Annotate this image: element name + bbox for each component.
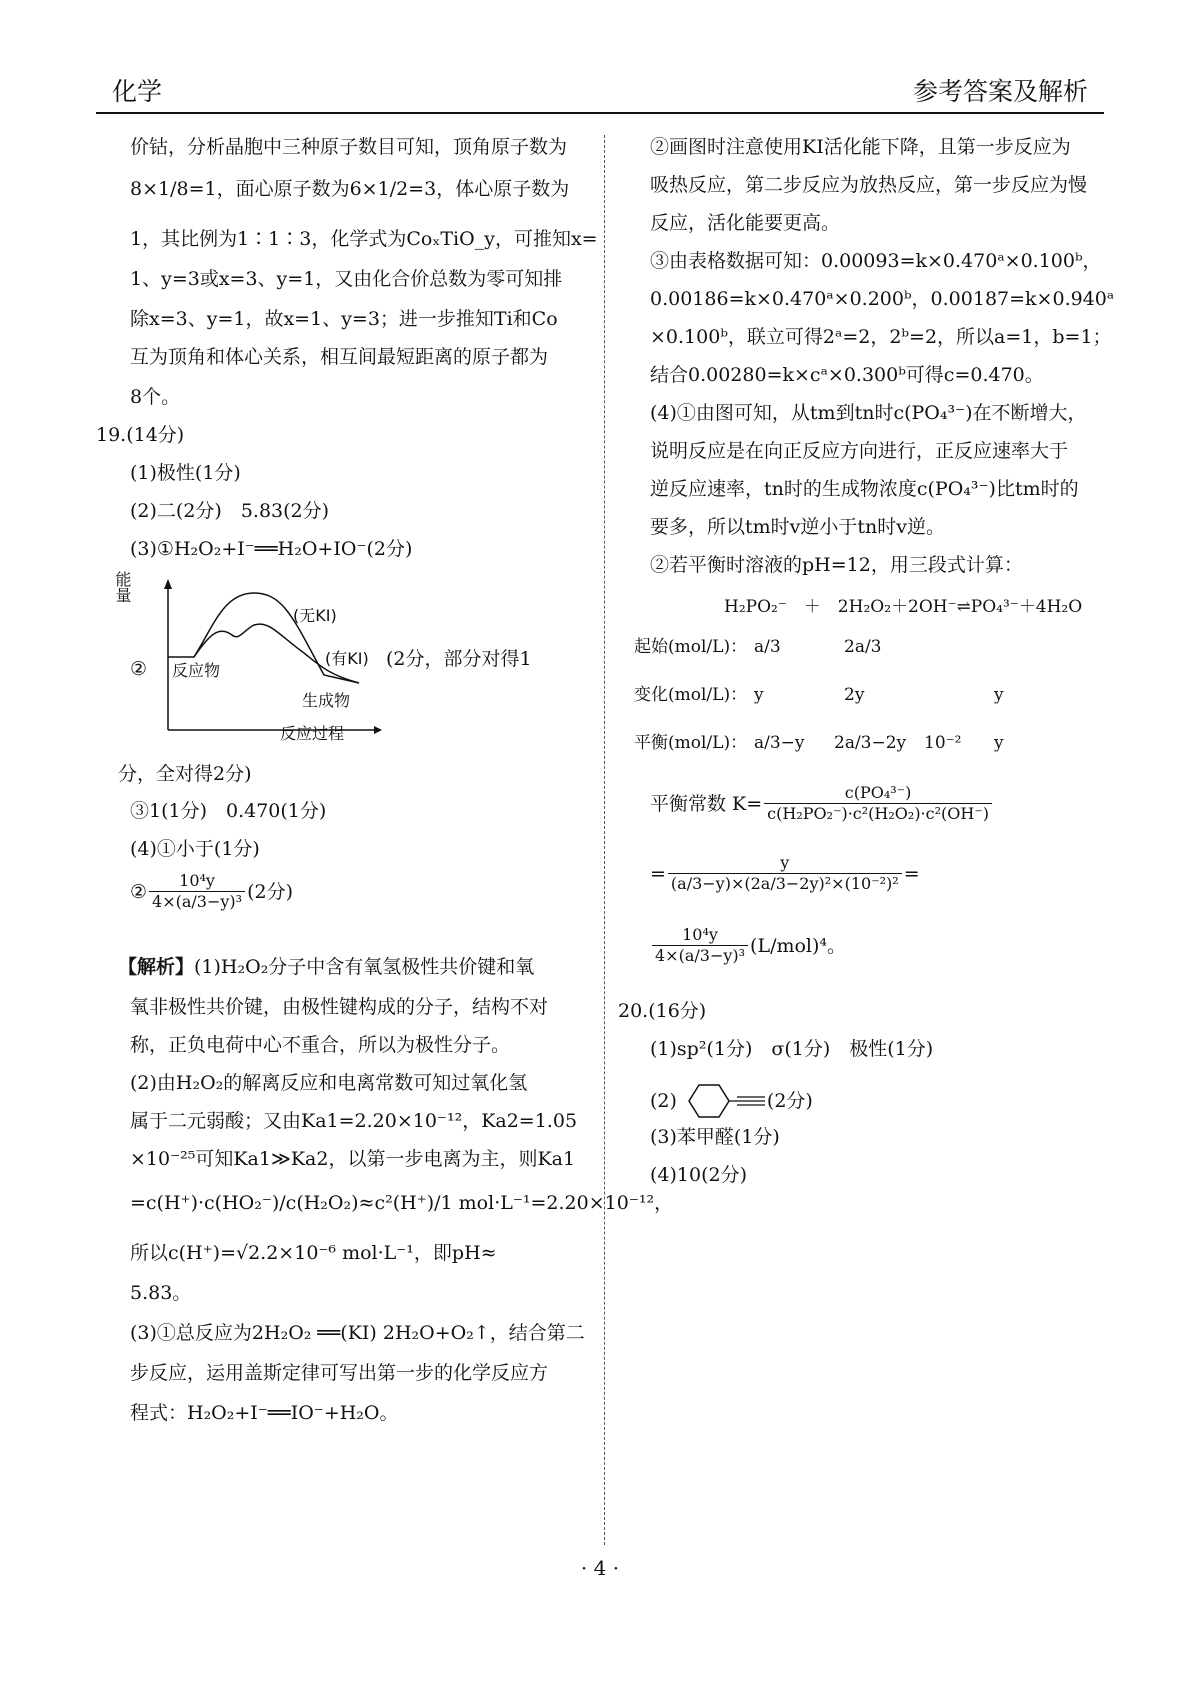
numerator: c(PO₄³⁻) <box>844 783 912 802</box>
text-line: 1，其比例为1∶1∶3，化学式为CoₓTiO_y，可推知x= <box>130 228 598 250</box>
text-line: 价钴，分析晶胞中三种原子数目可知，顶角原子数为 <box>130 136 568 158</box>
cell: y <box>994 733 1004 753</box>
score: (2分) <box>247 880 294 903</box>
unit: (L/mol)⁴。 <box>750 934 847 957</box>
answer-19-3: (3)①H₂O₂+I⁻══H₂O+IO⁻(2分) <box>130 538 413 560</box>
text-line: ②若平衡时溶液的pH=12，用三段式计算： <box>650 554 1023 576</box>
no-ki-label: (无KI) <box>293 606 337 625</box>
text-line: 互为顶角和体心关系，相互间最短距离的原子都为 <box>130 346 549 368</box>
answer-20-3: (3)苯甲醛(1分) <box>650 1126 780 1148</box>
fraction <box>652 925 748 966</box>
text-line: 0.00186=k×0.470ᵃ×0.200ᵇ，0.00187=k×0.940ᵃ <box>650 288 1115 310</box>
cell: y <box>754 685 764 705</box>
text-line: 吸热反应，第二步反应为放热反应，第一步反应为慢 <box>650 174 1088 196</box>
text-line: ③由表格数据可知：0.00093=k×0.470ᵃ×0.100ᵇ， <box>650 250 1102 272</box>
row-label: 起始(mol/L)： <box>634 637 748 657</box>
denominator: c(H₂PO₂⁻)·c²(H₂O₂)·c²(OH⁻) <box>764 803 992 824</box>
analysis-label: 【解析】 <box>118 956 195 978</box>
circle-number: ② <box>130 658 148 680</box>
text-line: 反应，活化能要更高。 <box>650 212 841 234</box>
text-line: 要多，所以tm时v逆小于tn时v逆。 <box>650 516 945 538</box>
question-20-heading: 20.(16分) <box>618 1000 707 1022</box>
equilibrium-constant-2 <box>650 853 920 894</box>
score-note: (2分，部分对得1 <box>386 648 532 670</box>
product-label: 生成物 <box>302 691 351 710</box>
with-ki-label: (有KI) <box>325 649 369 668</box>
equilibrium-constant-3 <box>650 925 846 966</box>
cell: 10⁻² <box>924 733 962 753</box>
text-line: 8×1/8=1，面心原子数为6×1/2=3，体心原子数为 <box>130 178 570 200</box>
reactant-label: 反应物 <box>172 661 221 680</box>
fraction <box>764 783 992 824</box>
y-axis-label: 能量 <box>113 571 132 603</box>
answer-19-3-3: ③1(1分) 0.470(1分) <box>130 800 327 822</box>
analysis-line: 程式：H₂O₂+I⁻══IO⁻+H₂O。 <box>130 1402 399 1424</box>
answer-20-4: (4)10(2分) <box>650 1164 748 1186</box>
analysis-line: =c(H⁺)·c(HO₂⁻)/c(H₂O₂)≈c²(H⁺)/1 mol·L⁻¹=2.20×10⁻¹²， <box>130 1192 674 1214</box>
text-line: 说明反应是在向正反应方向进行，正反应速率大于 <box>650 440 1069 462</box>
y-axis-arrow <box>164 579 172 589</box>
analysis-line: 所以c(H⁺)=√2.2×10⁻⁶ mol·L⁻¹，即pH≈ <box>130 1242 497 1264</box>
analysis-line: 氧非极性共价键，由极性键构成的分子，结构不对 <box>130 996 549 1018</box>
answer-20-1: (1)sp²(1分) σ(1分) 极性(1分) <box>650 1038 934 1060</box>
cell: 2a/3 <box>844 637 882 657</box>
column-divider <box>604 135 605 1545</box>
analysis-line: 步反应，运用盖斯定律可写出第一步的化学反应方 <box>130 1362 549 1384</box>
answer-20-2 <box>650 1081 813 1121</box>
cell: y <box>994 685 1004 705</box>
circle-number: ② <box>130 880 148 903</box>
k-label: 平衡常数 K= <box>650 792 763 815</box>
answer-19-4: (4)①小于(1分) <box>130 838 260 860</box>
fraction <box>149 871 245 912</box>
header-rule <box>96 112 1104 114</box>
denominator: (a/3−y)×(2a/3−2y)²×(10⁻²)² <box>668 873 902 894</box>
header-subject: 化学 <box>112 77 163 106</box>
answer-19-4-2 <box>130 871 293 912</box>
cell: a/3−y <box>754 733 805 753</box>
ice-row-equilibrium <box>634 731 1004 755</box>
ice-row-change <box>634 683 1004 707</box>
answer-19-1: (1)极性(1分) <box>130 462 241 484</box>
answer-index: (2) <box>650 1090 677 1112</box>
analysis-line: 属于二元弱酸；又由Ka1=2.20×10⁻¹²，Ka2=1.05 <box>130 1110 578 1132</box>
analysis-line: 5.83。 <box>130 1282 192 1304</box>
numerator: 10⁴y <box>682 925 718 944</box>
cell: 2y <box>844 685 865 705</box>
row-label: 平衡(mol/L)： <box>634 733 748 753</box>
fraction <box>668 853 902 894</box>
text-line: 结合0.00280=k×cᵃ×0.300ᵇ可得c=0.470。 <box>650 364 1044 386</box>
numerator: y <box>780 853 790 872</box>
text-line: 1、y=3或x=3、y=1，又由化合价总数为零可知排 <box>130 268 563 290</box>
equilibrium-constant <box>650 783 994 824</box>
header-title: 参考答案及解析 <box>912 77 1088 106</box>
reaction-equation: H₂PO₂⁻ ＋ 2H₂O₂＋2OH⁻⇌PO₄³⁻＋4H₂O <box>724 597 1083 617</box>
page-number: · 4 · <box>580 1556 620 1580</box>
text-line: ×0.100ᵇ，联立可得2ᵃ=2，2ᵇ=2，所以a=1，b=1； <box>650 326 1112 348</box>
cell: a/3 <box>754 637 781 657</box>
row-label: 变化(mol/L)： <box>634 685 748 705</box>
analysis-line: (3)①总反应为2H₂O₂ ══(KI) 2H₂O+O₂↑，结合第二 <box>130 1322 585 1344</box>
analysis-line <box>118 955 534 979</box>
analysis-line: 称，正负电荷中心不重合，所以为极性分子。 <box>130 1034 511 1056</box>
text-line: (4)①由图可知，从tm到tn时c(PO₄³⁻)在不断增大， <box>650 402 1087 424</box>
text-line: 逆反应速率，tn时的生成物浓度c(PO₄³⁻)比tm时的 <box>650 478 1079 500</box>
question-19-heading: 19.(14分) <box>96 424 185 446</box>
text-line: 8个。 <box>130 386 181 408</box>
benzene-ring <box>689 1085 729 1117</box>
numerator: 10⁴y <box>179 871 215 890</box>
score: (2分) <box>766 1090 813 1112</box>
phenylacetylene-structure <box>677 1081 767 1121</box>
text-line: 除x=3、y=1，故x=1、y=3；进一步推知Ti和Co <box>130 308 558 330</box>
equals-sign: = <box>650 862 666 885</box>
analysis-text: (1)H₂O₂分子中含有氧氢极性共价键和氧 <box>194 956 535 978</box>
analysis-line: (2)由H₂O₂的解离反应和电离常数可知过氧化氢 <box>130 1072 528 1094</box>
denominator: 4×(a/3−y)³ <box>149 891 245 912</box>
denominator: 4×(a/3−y)³ <box>652 945 748 966</box>
text-line: ②画图时注意使用KI活化能下降，且第一步反应为 <box>650 136 1071 158</box>
equals-sign: = <box>903 862 920 885</box>
score-note-cont: 分，全对得2分) <box>118 763 252 785</box>
answer-19-2: (2)二(2分) 5.83(2分) <box>130 500 330 522</box>
analysis-line: ×10⁻²⁵可知Ka1≫Ka2，以第一步电离为主，则Ka1 <box>130 1148 576 1170</box>
x-axis-label: 反应过程 <box>280 724 345 743</box>
x-axis-arrow <box>374 726 382 734</box>
ice-row-initial <box>634 635 882 659</box>
page-header <box>112 72 1088 112</box>
cell: 2a/3−2y <box>834 733 907 753</box>
